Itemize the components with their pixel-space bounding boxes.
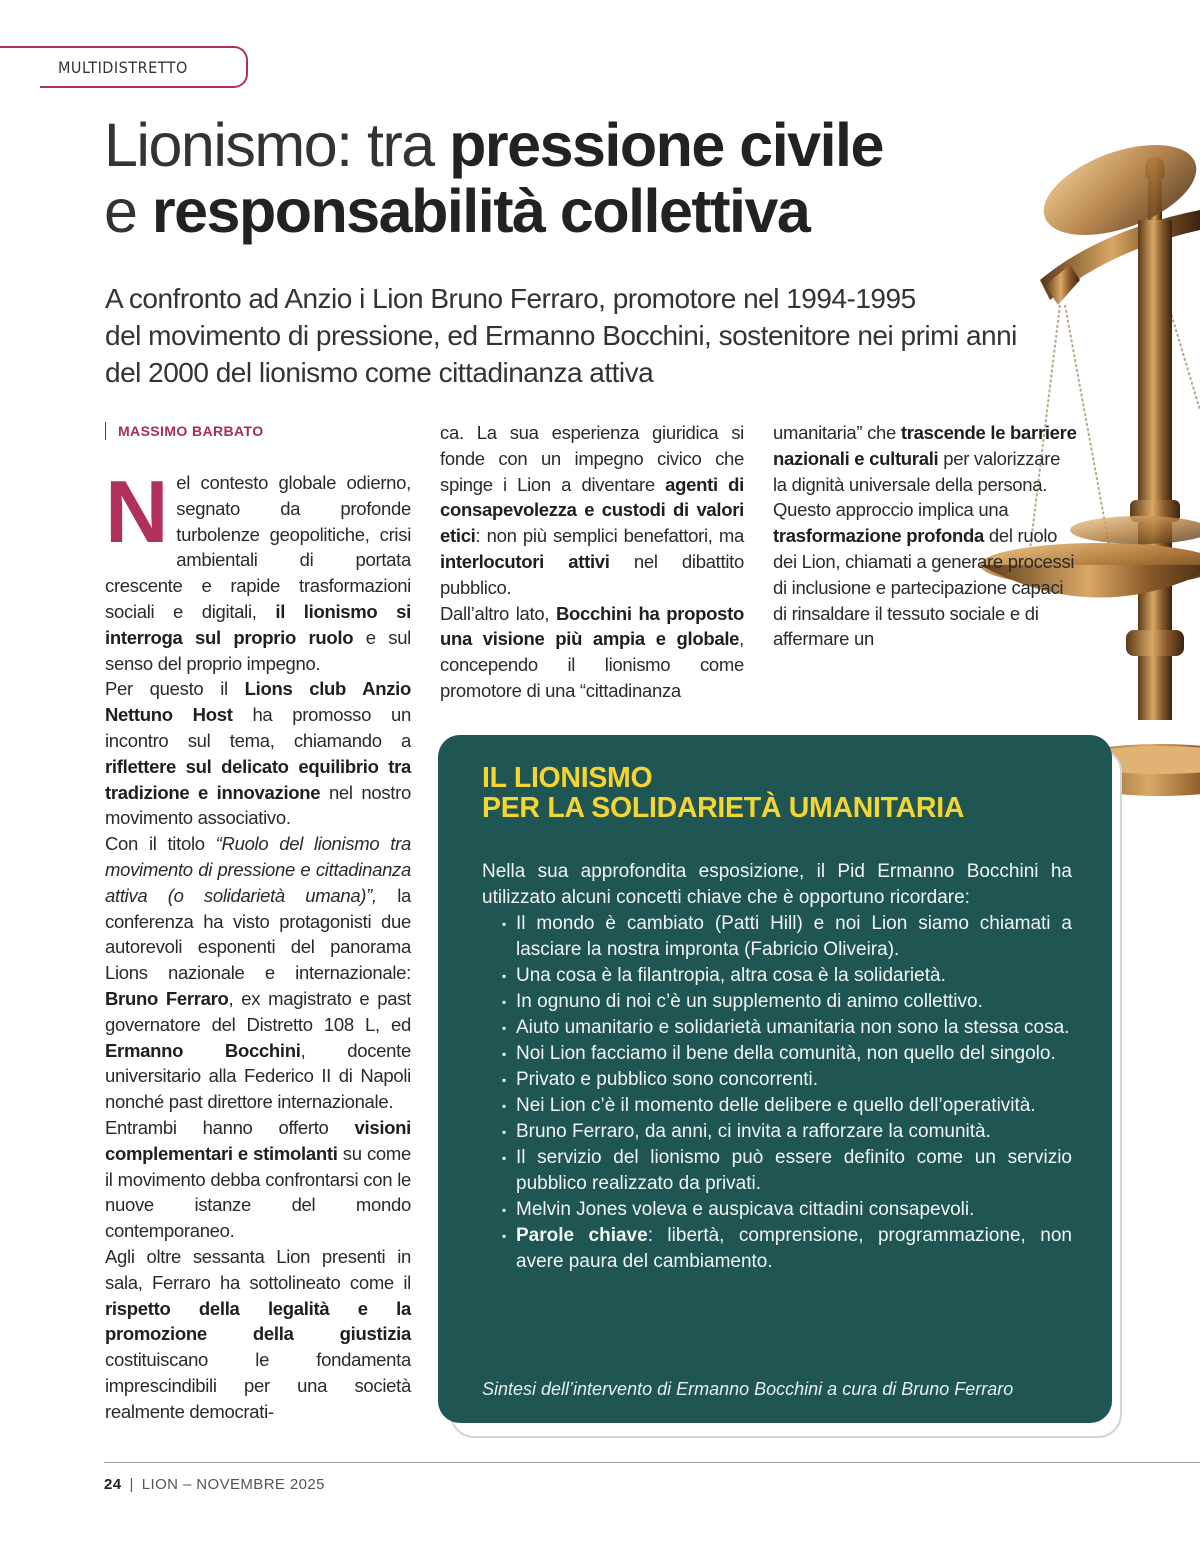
article-title	[104, 112, 1004, 244]
list-item: ▪ Il mondo è cambiato (Patti Hill) e noi Lion siamo chiamati a lasciare la nostra impronta (Fabricio Oliveira).	[502, 911, 1072, 963]
box-title-line: PER LA SOLIDARIETÀ UMANITARIA	[482, 792, 965, 824]
subtitle-line: A confronto ad Anzio i Lion Bruno Ferraro, promotore nel 1994-1995	[105, 283, 916, 314]
paragraph: umanitaria” che trascende le barriere nazionali e culturali per valorizzare la dignità universale della persona.	[773, 422, 1077, 495]
page-number: 24	[104, 1476, 122, 1493]
publication-name: LION – NOVEMBRE 2025	[141, 1476, 325, 1493]
title-bold-2: responsabilità collettiva	[151, 177, 810, 245]
list-item: ▪ Il servizio del lionismo può essere definito come un servizio pubblico realizzato da privati.	[502, 1145, 1072, 1197]
footer-separator: |	[129, 1476, 134, 1493]
sidebar-box	[438, 735, 1112, 1423]
article-subtitle	[105, 280, 1025, 391]
box-title	[482, 763, 964, 823]
paragraph: Nel contesto globale odierno, segnato da profonde turbolenze geopolitiche, crisi ambientali di portata crescente e rapide trasformazioni sociali e digitali, il lionismo si interroga sul proprio ruolo e sul senso del proprio impegno.	[105, 462, 411, 674]
footer-rule	[104, 1462, 1200, 1463]
list-item: ▪ Privato e pubblico sono concorrenti.	[502, 1067, 1072, 1093]
list-item: ▪ Una cosa è la filantropia, altra cosa è la solidarietà.	[502, 963, 1072, 989]
box-list	[502, 911, 1072, 1275]
article-column-1	[105, 462, 411, 1424]
paragraph: Entrambi hanno offerto visioni complementari e stimolanti su come il movimento debba confrontarsi con le nuove istanze del mondo contemporaneo.	[105, 1116, 411, 1242]
paragraph: Per questo il Lions club Anzio Nettuno Host ha promosso un incontro sul tema, chiamando a riflettere sul delicato equilibrio tra tradizione e innovazione nel nostro movimento associativo.	[105, 678, 411, 829]
box-footer: Sintesi dell’intervento di Ermanno Bocchini a cura di Bruno Ferraro	[482, 1379, 1014, 1399]
article-column-3	[773, 420, 1077, 652]
page-footer	[104, 1476, 325, 1493]
subtitle-line: del 2000 del lionismo come cittadinanza attiva	[105, 357, 654, 388]
paragraph: Dall’altro lato, Bocchini ha proposto una visione più ampia e globale, concependo il lionismo come promotore di una “cittadinanza	[440, 602, 744, 701]
section-tag	[0, 46, 248, 88]
list-item: ▪ Noi Lion facciamo il bene della comunità, non quello del singolo.	[502, 1041, 1072, 1067]
list-item: ▪ Bruno Ferraro, da anni, ci invita a rafforzare la comunità.	[502, 1119, 1072, 1145]
list-item: ▪ Melvin Jones voleva e auspicava cittadini consapevoli.	[502, 1197, 1072, 1223]
title-bold-1: pressione civile	[449, 111, 883, 179]
box-title-line: IL LIONISMO	[482, 762, 653, 794]
paragraph: Agli oltre sessanta Lion presenti in sala, Ferraro ha sottolineato come il rispetto della legalità e la promozione della giustizia costituiscano le fondamenta imprescindibili per una società realmente democrati-	[105, 1245, 411, 1422]
list-item: ▪ Nei Lion c’è il momento delle delibere e quello dell’operatività.	[502, 1093, 1072, 1119]
list-item: ▪ Parole chiave: libertà, comprensione, programmazione, non avere paura del cambiamento.	[502, 1223, 1072, 1275]
list-item: ▪ Aiuto umanitario e solidarietà umanitaria non sono la stessa cosa.	[502, 1015, 1072, 1041]
author-byline: MASSIMO BARBATO	[105, 422, 263, 440]
dropcap: N	[105, 462, 169, 561]
list-item: ▪ In ognuno di noi c’è un supplemento di animo collettivo.	[502, 989, 1072, 1015]
paragraph: Con il titolo “Ruolo del lionismo tra movimento di pressione e cittadinanza attiva (o solidarietà umana)”, la conferenza ha visto protagonisti due autorevoli esponenti del panorama Lions nazionale e internazionale: Bruno Ferraro, ex magistrato e past governatore del Distretto 108 L, ed Ermanno Bocchini, docente universitario alla Federico II di Napoli nonché past direttore internazionale.	[105, 833, 411, 1113]
title-light-2: e	[104, 177, 152, 245]
article-column-2	[440, 420, 744, 704]
box-intro: Nella sua approfondita esposizione, il Pid Ermanno Bocchini ha utilizzato alcuni concetti chiave che è opportuno ricordare:	[482, 861, 1072, 908]
subtitle-line: del movimento di pressione, ed Ermanno Bocchini, sostenitore nei primi anni	[105, 320, 1017, 351]
paragraph: ca. La sua esperienza giuridica si fonde con un impegno civico che spinge i Lion a diventare agenti di consapevolezza e custodi di valori etici: non più semplici benefattori, ma interlocutori attivi nel dibattito pubblico.	[440, 422, 744, 598]
paragraph: Questo approccio implica una trasformazione profonda del ruolo dei Lion, chiamati a generare processi di inclusione e partecipazione capaci di rinsaldare il tessuto sociale e di affermare un	[773, 499, 1075, 650]
title-light-1: Lionismo: tra	[104, 111, 450, 179]
section-label: MULTIDISTRETTO	[58, 57, 188, 77]
